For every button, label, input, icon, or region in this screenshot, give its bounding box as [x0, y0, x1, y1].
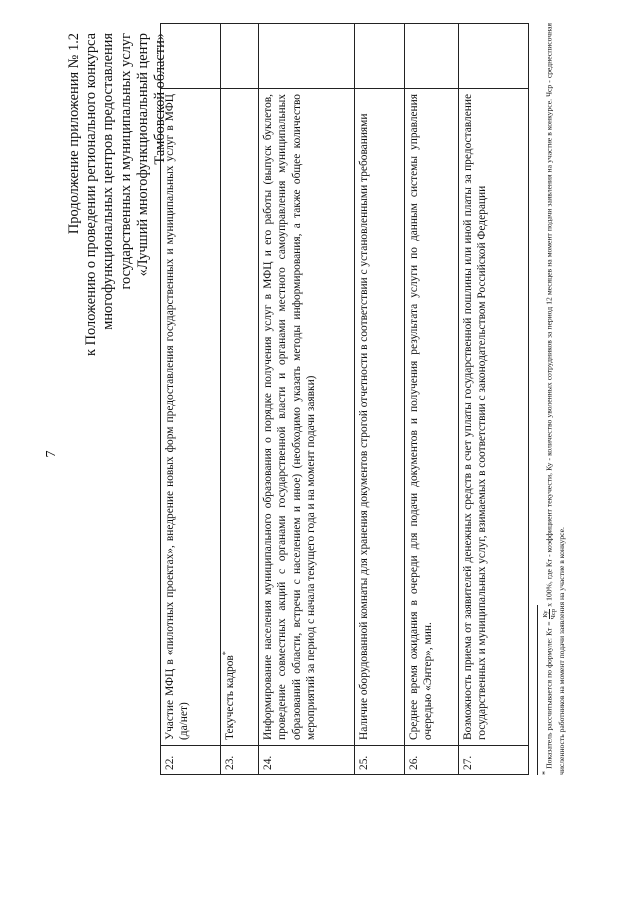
footnote-explanation: х 100%, где Кт - коэффициент текучести, Ку - количество уволенных сотрудников за период 12 месяцев на момент подачи заявления на участие в конкурсе. Чср - среднесписочная численность работников на момент подачи заявления на участие в конкурсе. [544, 22, 566, 775]
row-criterion: Информирование населения муниципального образования о порядке получения услуг в МФЦ и его работы (выпуск буклетов, проведение совместных акций с органами государственной власти и органами местного самоуправления муниципальных образований области, встречи с населением и иное) (необходимо указать методы информирования, а также общее количество мероприятий за период с начала текущего года и на момент подачи заявки) [259, 89, 355, 746]
row-value-cell [161, 24, 221, 89]
header-line: многофункциональных центров предоставления [100, 33, 117, 330]
formula-fraction [542, 609, 557, 620]
footnote-mark: * [221, 651, 231, 656]
row-number: 22. [161, 746, 221, 775]
row-number: 27. [459, 746, 529, 775]
row-value-cell [459, 24, 529, 89]
table-row [161, 24, 221, 775]
table-row [259, 24, 355, 775]
row-value-cell [259, 24, 355, 89]
row-number: 25. [355, 746, 405, 775]
table-row [459, 24, 529, 775]
header-line: Тамбовской области» [152, 33, 169, 165]
row-criterion: Текучесть кадров [224, 655, 236, 740]
row-criterion-cell [221, 89, 259, 746]
criteria-table [160, 23, 529, 775]
header-line: Продолжение приложения № 1.2 [66, 33, 82, 235]
row-value-cell [221, 24, 259, 89]
footnote-divider [537, 605, 538, 775]
formula-denominator: Чср [550, 608, 557, 620]
footnote [542, 23, 568, 775]
row-criterion: Среднее время ожидания в очереди для подачи документов и получения результата услуги по данным системы управления очередью «Энтер», мин. [405, 89, 459, 746]
row-number: 23. [221, 746, 259, 775]
header-line: «Лучший многофункциональный центр [134, 33, 151, 277]
table-row [355, 24, 405, 775]
header-line: к Положению о проведении регионального конкурса [83, 33, 100, 356]
footnote-formula-text: Показатель рассчитывается по формуле: Кт = [544, 621, 554, 769]
row-criterion: Наличие оборудованной комнаты для хранения документов строгой отчетности в соответствии с установленными требованиями [355, 89, 405, 746]
table-row [221, 24, 259, 775]
row-number: 26. [405, 746, 459, 775]
formula-numerator: Ку [542, 610, 549, 618]
footnote-mark: * [540, 771, 550, 775]
row-number: 24. [259, 746, 355, 775]
row-criterion: Возможность приема от заявителей денежных средств в счет уплаты государственной пошлины или иной платы за предоставление государственных и муниципальных услуг, взимаемых в соответствии с законодательством Российской Федерации [459, 89, 529, 746]
header-line: государственных и муниципальных услуг [117, 33, 134, 290]
appendix-header [66, 33, 169, 385]
table-row [405, 24, 459, 775]
row-value-cell [405, 24, 459, 89]
row-criterion: Участие МФЦ в «пилотных проектах», внедрение новых форм предоставления государственных и муниципальных услуг в МФЦ (да/нет) [161, 89, 221, 746]
row-value-cell [355, 24, 405, 89]
page-number: 7 [44, 450, 59, 458]
